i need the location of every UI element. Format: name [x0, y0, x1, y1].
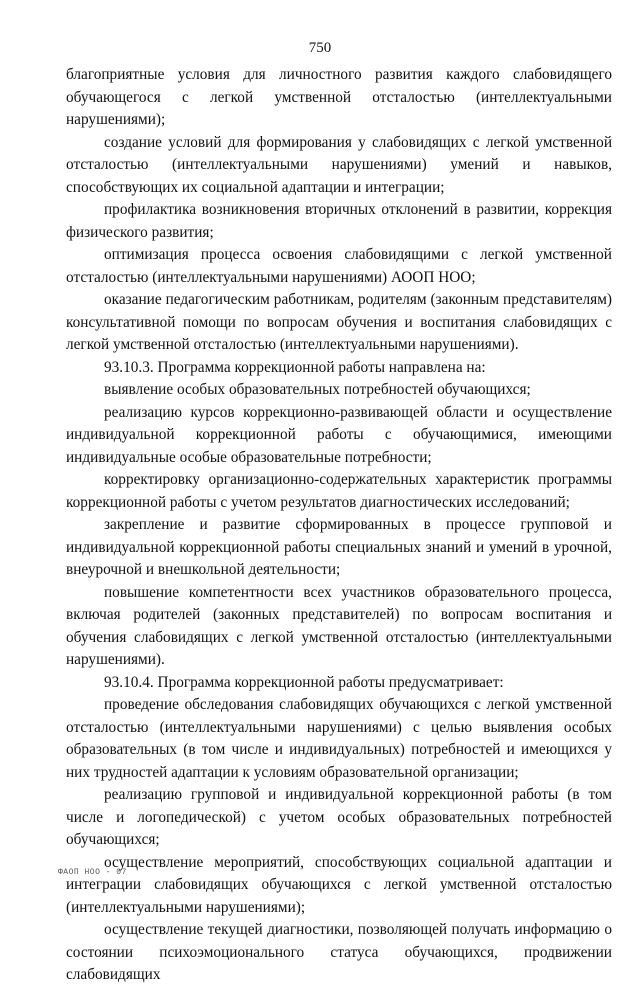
paragraph: создание условий для формирования у слабовидящих с легкой умственной отсталостью (интеллектуальными нарушениями) умений и навыков, способствующих их социальной адаптации и интеграции; — [66, 133, 612, 196]
paragraph: осуществление текущей диагностики, позволяющей получать информацию о состоянии психоэмоционального статуса обучающихся, продвижении слабовидящих — [66, 921, 612, 983]
paragraph: корректировку организационно-содержательных характеристик программы коррекционной работы с учетом результатов диагностических исследований; — [66, 471, 612, 511]
paragraph: повышение компетентности всех участников образовательного процесса, включая родителей (законных представителей) по вопросам воспитания и обучения слабовидящих с легкой умственной отсталостью (интеллектуальными нарушениями). — [66, 583, 612, 668]
section-heading: 93.10.3. Программа коррекционной работы направлена на: — [104, 358, 486, 376]
body-text — [66, 64, 612, 987]
paragraph: реализацию курсов коррекционно-развивающей области и осуществление индивидуальной коррекционной работы с обучающимися, имеющими индивидуальные особые образовательные потребности; — [66, 403, 612, 466]
paragraph: реализацию групповой и индивидуальной коррекционной работы (в том числе и логопедической) с учетом особых образовательных потребностей обучающихся; — [66, 786, 612, 848]
paragraph: благоприятные условия для личностного развития каждого слабовидящего обучающегося с легкой умственной отсталостью (интеллектуальными нарушениями); — [66, 66, 612, 128]
paragraph: профилактика возникновения вторичных отклонений в развитии, коррекция физического развития; — [66, 201, 612, 241]
footer-code: ФАОП НОО - 07 — [58, 868, 127, 877]
paragraph: закрепление и развитие сформированных в процессе групповой и индивидуальной коррекционной работы специальных знаний и умений в урочной, внеурочной и внешкольной деятельности; — [66, 516, 612, 578]
paragraph: проведение обследования слабовидящих обучающихся с легкой умственной отсталостью (интеллектуальными нарушениями) с целью выявления особых образовательных (в том числе и индивидуальных) потребностей и имеющихся у них трудностей адаптации к условиям образовательной организации; — [66, 696, 612, 781]
paragraph: оказание педагогическим работникам, родителям (законным представителям) консультативной помощи по вопросам обучения и воспитания слабовидящих с легкой умственной отсталостью (интеллектуальными нарушениями). — [66, 291, 612, 353]
page-number: 750 — [308, 40, 332, 56]
section-heading: 93.10.4. Программа коррекционной работы предусматривает: — [104, 673, 504, 691]
paragraph: оптимизация процесса освоения слабовидящими с легкой умственной отсталостью (интеллектуальными нарушениями) АООП НОО; — [66, 246, 612, 286]
paragraph: выявление особых образовательных потребностей обучающихся; — [104, 381, 531, 398]
paragraph: осуществление мероприятий, способствующих социальной адаптации и интеграции слабовидящих обучающихся с легкой умственной отсталостью (интеллектуальными нарушениями); — [66, 853, 612, 916]
